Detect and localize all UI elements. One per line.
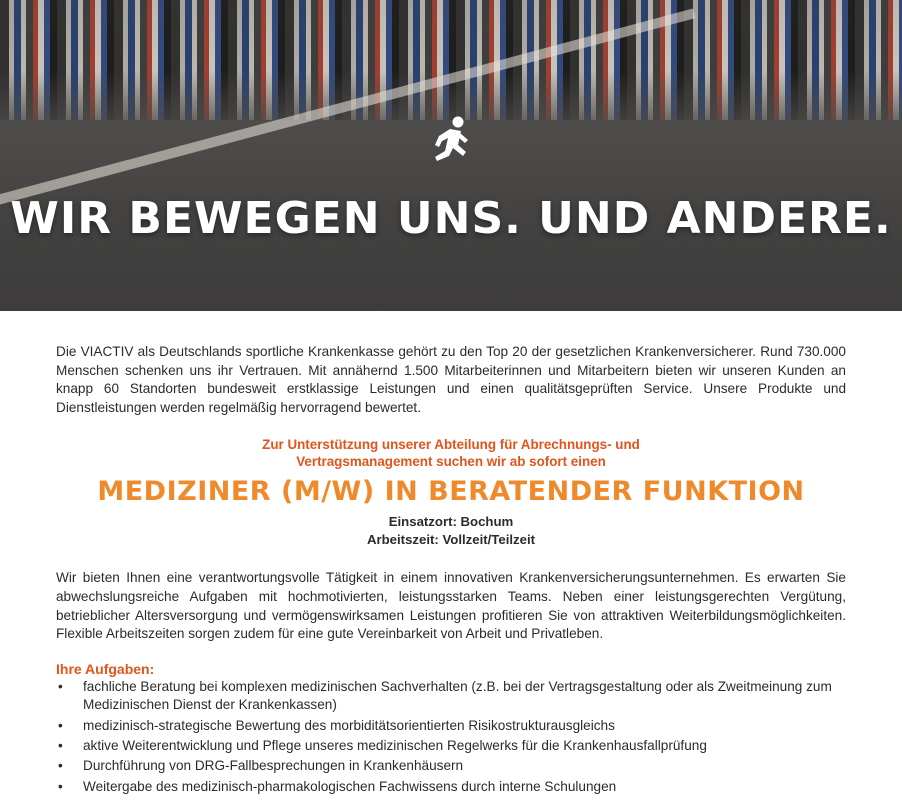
task-text: medizinisch-strategische Bewertung des morbiditätsorientierten Risikostrukturausgleichs (83, 717, 615, 733)
tasks-list (56, 678, 846, 796)
task-text: fachliche Beratung bei komplexen medizinischen Sachverhalten (z.B. bei der Vertragsgestaltung oder als Zweitmeinung zum Medizinischen Dienst der Krankenkassen) (83, 678, 832, 713)
list-item (56, 778, 846, 796)
job-title: MEDIZINER (M/W) IN BERATENDER FUNKTION (97, 476, 805, 508)
tasks-heading: Ihre Aufgaben: (56, 660, 155, 677)
list-item (56, 757, 846, 775)
list-item (56, 678, 846, 715)
job-hours: Arbeitszeit: Vollzeit/Teilzeit (366, 532, 536, 548)
department-subhead (56, 437, 846, 470)
task-text: aktive Weiterentwicklung und Pflege unseres medizinischen Regelwerks für die Krankenhausfallprüfung (83, 737, 707, 753)
bullet: • (58, 758, 63, 774)
job-meta (56, 513, 846, 549)
runner-icon (428, 116, 474, 168)
bullet: • (58, 678, 63, 694)
subhead-line-2: Vertragsmanagement suchen wir ab sofort einen (296, 453, 606, 469)
bullet: • (58, 737, 63, 753)
ad-body (0, 343, 902, 796)
task-text: Weitergabe des medizinisch-pharmakologischen Fachwissens durch interne Schulungen (83, 778, 617, 794)
job-location: Einsatzort: Bochum (388, 514, 514, 530)
task-text: Durchführung von DRG-Fallbesprechungen in Krankenhäusern (83, 758, 464, 774)
hero-headline: WIR BEWEGEN UNS. UND ANDERE. (10, 193, 892, 244)
bullet: • (58, 717, 63, 733)
company-intro: Die VIACTIV als Deutschlands sportliche Krankenkasse gehört zu den Top 20 der gesetzlichen Krankenversicherer. Rund 730.000 Menschen schenken uns ihr Vertrauen. Mit annähernd 1.500 Mitarbeiterinnen und Mitarbeitern bieten wir unseren Kunden an knapp 60 Standorten bundesweit erstklassige Leistungen und einen qualitätsgeprüften Service. Unsere Produkte und Dienstleistungen werden regelmäßig hervorragend bewertet. (56, 344, 846, 415)
offer-text: Wir bieten Ihnen eine verantwortungsvolle Tätigkeit in einem innovativen Krankenversicherungsunternehmen. Es erwarten Sie abwechslungsreiche Aufgaben mit hochmotivierten, leistungsstarken Teams. Neben einer leistungsgerechten Vergütung, betrieblicher Altersversorgung und vermögenswirksamen Leistungen profitieren Sie von attraktiven Weiterbildungsmöglichkeiten. Flexible Arbeitszeiten sorgen zudem für eine gute Vereinbarkeit von Arbeit und Privatleben. (56, 570, 846, 642)
bullet: • (58, 778, 63, 794)
list-item (56, 737, 846, 755)
list-item (56, 717, 846, 735)
subhead-line-1: Zur Unterstützung unserer Abteilung für Abrechnungs- und (262, 437, 640, 453)
hero-banner (0, 0, 902, 311)
